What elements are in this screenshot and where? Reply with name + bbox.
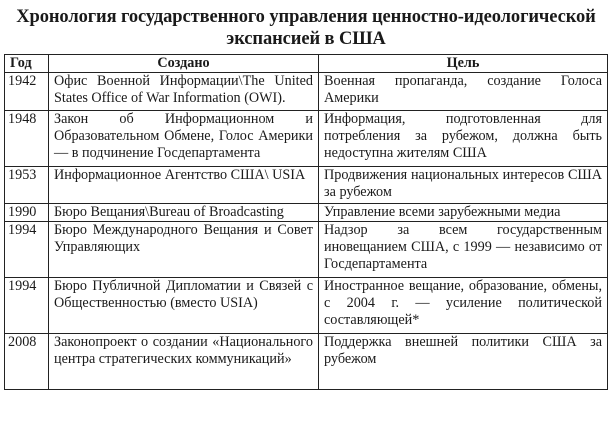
cell-goal: Продвижения национальных интересов США за рубежом (319, 167, 608, 204)
cell-created: Бюро Публичной Дипломатии и Связей с Общественностью (вместо USIA) (49, 278, 319, 334)
table-row (5, 334, 608, 390)
cell-year: 1942 (5, 73, 49, 111)
cell-goal: Поддержка внешней политики США за рубежом (319, 334, 608, 390)
cell-created: Информационное Агентство США\ USIA (49, 167, 319, 204)
cell-created: Закон об Информационном и Образовательном Обмене, Голос Америки — в подчинение Госдепартамента (49, 111, 319, 167)
cell-created: Бюро Вещания\Bureau of Broadcasting (49, 204, 319, 222)
header-year: Год (5, 55, 49, 73)
cell-year: 1948 (5, 111, 49, 167)
document-title (4, 6, 608, 50)
table-row (5, 204, 608, 222)
chronology-table (4, 54, 608, 390)
title-line-2: экспансией в США (226, 29, 386, 49)
table-row (5, 73, 608, 111)
cell-goal: Надзор за всем государственным иновещанием США, с 1999 — независимо от Госдепартамента (319, 222, 608, 278)
title-line-1: Хронология государственного управления ценностно-идеологической (16, 7, 596, 27)
cell-year: 1994 (5, 278, 49, 334)
cell-created: Офис Военной Информации\The United States Office of War Information (OWI). (49, 73, 319, 111)
table-row (5, 111, 608, 167)
cell-goal: Информация, подготовленная для потребления за рубежом, должна быть недоступна жителям США (319, 111, 608, 167)
cell-year: 1953 (5, 167, 49, 204)
table-row (5, 222, 608, 278)
cell-created: Бюро Международного Вещания и Совет Управляющих (49, 222, 319, 278)
cell-goal: Управление всеми зарубежными медиа (319, 204, 608, 222)
table-row (5, 167, 608, 204)
cell-year: 1990 (5, 204, 49, 222)
cell-goal: Иностранное вещание, образование, обмены, с 2004 г. — усиление политической составляющей* (319, 278, 608, 334)
cell-year: 2008 (5, 334, 49, 390)
table-header-row (5, 55, 608, 73)
header-created: Создано (49, 55, 319, 73)
cell-year: 1994 (5, 222, 49, 278)
header-goal: Цель (319, 55, 608, 73)
table-row (5, 278, 608, 334)
cell-goal: Военная пропаганда, создание Голоса Америки (319, 73, 608, 111)
cell-created: Законопроект о создании «Национального центра стратегических коммуникаций» (49, 334, 319, 390)
